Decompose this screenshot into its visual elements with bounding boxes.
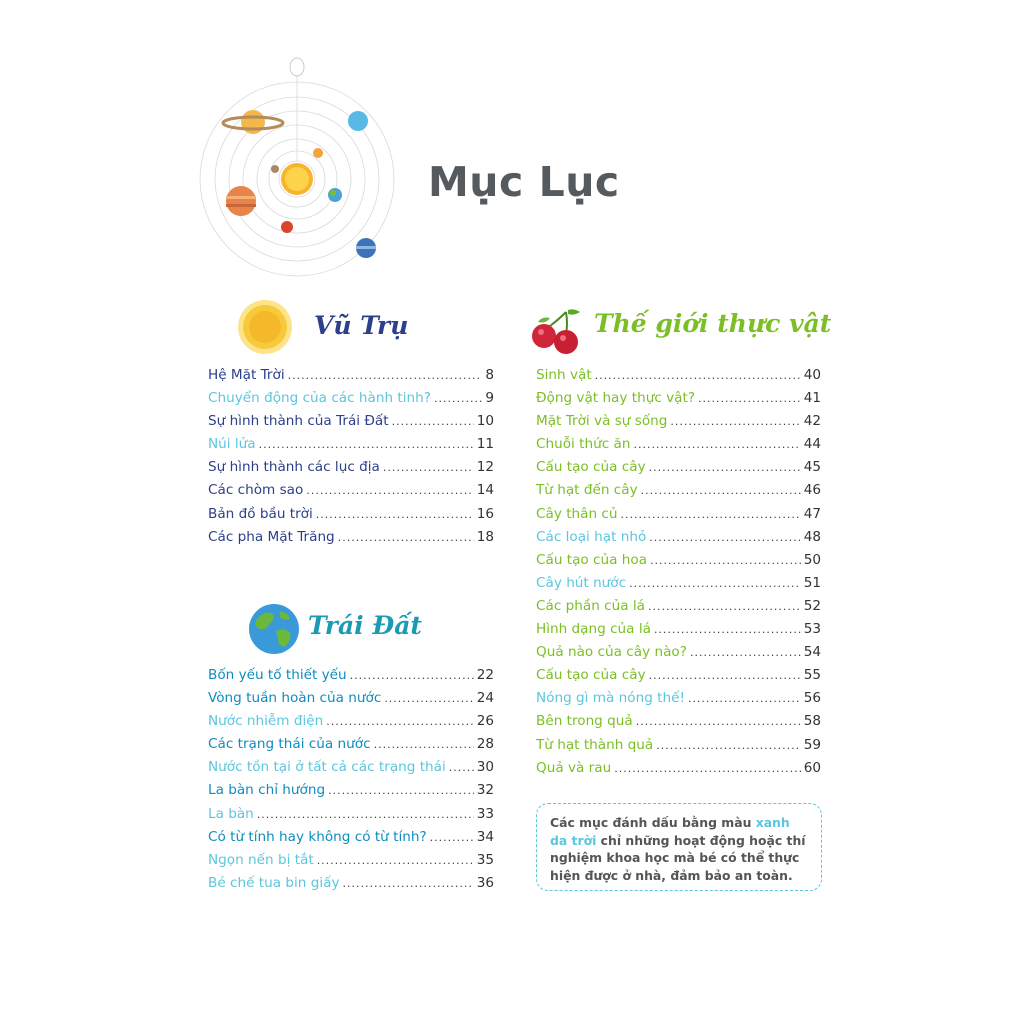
toc-item-label: Từ hạt thành quả: [536, 736, 654, 753]
toc-item-page: 45: [803, 459, 821, 476]
note-text-before: Các mục đánh dấu bằng màu: [550, 815, 756, 830]
toc-item[interactable]: [536, 482, 821, 505]
toc-item[interactable]: [536, 598, 821, 621]
dot-leader: [636, 715, 801, 728]
dot-leader: [288, 369, 483, 382]
toc-list-vu-tru: [208, 367, 494, 552]
toc-item-label: Cây thân củ: [536, 505, 618, 522]
toc-item-label: Nước nhiễm điện: [208, 713, 324, 730]
toc-item-label: Sinh vật: [536, 367, 592, 383]
toc-item-page: 9: [485, 390, 494, 407]
toc-item-page: 55: [803, 667, 821, 684]
earth-icon: [248, 603, 300, 655]
toc-item-label: Chuyển động của các hành tinh?: [208, 390, 431, 407]
toc-item[interactable]: [536, 552, 821, 575]
toc-item[interactable]: [208, 875, 494, 898]
dot-leader: [316, 508, 474, 521]
toc-item-label: Các loại hạt nhỏ: [536, 528, 647, 545]
toc-item-page: 42: [803, 413, 821, 430]
toc-item-label: Hệ Mặt Trời: [208, 367, 285, 383]
toc-item-label: Sự hình thành của Trái Đất: [208, 413, 389, 430]
toc-item-label: Sự hình thành các lục địa: [208, 459, 380, 476]
toc-item-page: 22: [476, 667, 494, 683]
toc-item-page: 40: [803, 367, 821, 383]
dot-leader: [654, 623, 801, 636]
toc-item[interactable]: [536, 644, 821, 667]
dot-leader: [384, 692, 473, 705]
toc-item-page: 30: [476, 759, 494, 776]
toc-item[interactable]: [536, 760, 821, 783]
toc-item-page: 28: [476, 736, 494, 753]
toc-item-label: La bàn: [208, 805, 254, 822]
toc-item[interactable]: [208, 413, 494, 436]
toc-item-label: Các trạng thái của nước: [208, 736, 371, 753]
dot-leader: [383, 461, 474, 474]
toc-item-page: 53: [803, 621, 821, 638]
toc-item-page: 10: [476, 413, 494, 430]
toc-item[interactable]: [536, 667, 821, 690]
toc-item[interactable]: [208, 459, 494, 482]
toc-item-page: 54: [803, 644, 821, 661]
toc-item-label: Quả và rau: [536, 759, 612, 776]
toc-item[interactable]: [536, 390, 821, 413]
section-heading-trai-dat: Trái Đất: [308, 611, 422, 640]
dot-leader: [649, 669, 801, 682]
toc-item-label: Cấu tạo của cây: [536, 459, 646, 476]
toc-item-label: Bản đồ bầu trời: [208, 505, 313, 522]
toc-item[interactable]: [208, 690, 494, 713]
dot-leader: [430, 831, 474, 844]
toc-item-page: 52: [803, 597, 821, 614]
toc-item-label: Núi lửa: [208, 436, 256, 453]
dot-leader: [688, 692, 801, 705]
toc-item-label: Bốn yếu tố thiết yếu: [208, 667, 347, 683]
toc-item-label: Có từ tính hay không có từ tính?: [208, 828, 427, 845]
toc-item-page: 32: [476, 782, 494, 799]
dot-leader: [690, 646, 801, 659]
dot-leader: [698, 392, 801, 405]
toc-list-trai-dat: [208, 667, 494, 898]
dot-leader: [656, 739, 800, 752]
toc-item-label: La bàn chỉ hướng: [208, 782, 326, 799]
toc-item[interactable]: [208, 713, 494, 736]
dot-leader: [338, 531, 474, 544]
toc-item[interactable]: [536, 529, 821, 552]
toc-item-page: 59: [803, 736, 821, 753]
dot-leader: [649, 531, 800, 544]
toc-item-label: Quả nào của cây nào?: [536, 644, 687, 661]
toc-item[interactable]: [536, 575, 821, 598]
toc-item-label: Bé chế tua bin giấy: [208, 874, 340, 891]
toc-item-page: 48: [803, 528, 821, 545]
toc-item[interactable]: [208, 367, 494, 390]
toc-item-label: Các phần của lá: [536, 597, 645, 614]
toc-item-page: 60: [803, 759, 821, 776]
dot-leader: [649, 461, 801, 474]
page-title: Mục Lục: [428, 158, 620, 206]
toc-item-page: 8: [485, 367, 494, 383]
toc-item[interactable]: [208, 667, 494, 690]
dot-leader: [629, 577, 801, 590]
toc-item[interactable]: [536, 621, 821, 644]
toc-item[interactable]: [208, 759, 494, 782]
dot-leader: [621, 508, 801, 521]
toc-item-page: 47: [803, 505, 821, 522]
toc-item[interactable]: [208, 390, 494, 413]
toc-item[interactable]: [536, 506, 821, 529]
toc-item-label: Bên trong quả: [536, 713, 633, 730]
toc-item[interactable]: [208, 829, 494, 852]
toc-item-page: 24: [476, 690, 494, 707]
toc-item[interactable]: [536, 737, 821, 760]
toc-item-label: Các pha Mặt Trăng: [208, 528, 335, 545]
toc-item[interactable]: [208, 436, 494, 459]
dot-leader: [257, 808, 474, 821]
toc-item[interactable]: [536, 459, 821, 482]
note-highlight: xanh da trời: [550, 815, 790, 848]
dot-leader: [641, 484, 801, 497]
toc-item-page: 18: [476, 528, 494, 545]
toc-item-label: Hình dạng của lá: [536, 621, 651, 638]
solar-system-illustration: [195, 55, 400, 280]
toc-item-page: 34: [476, 828, 494, 845]
toc-list-the-gioi-thuc-vat: [536, 367, 821, 783]
toc-item-label: Nước tồn tại ở tất cả các trạng thái: [208, 759, 446, 776]
toc-item-label: Từ hạt đến cây: [536, 482, 638, 499]
toc-item-label: Chuỗi thức ăn: [536, 436, 631, 453]
toc-item[interactable]: [208, 852, 494, 875]
dot-leader: [449, 761, 474, 774]
toc-item-label: Động vật hay thực vật?: [536, 390, 696, 407]
toc-item-page: 58: [803, 713, 821, 730]
toc-item-label: Nóng gì mà nóng thế!: [536, 690, 685, 707]
toc-item[interactable]: [536, 413, 821, 436]
toc-item[interactable]: [208, 736, 494, 759]
dot-leader: [374, 738, 474, 751]
toc-item-page: 56: [803, 690, 821, 707]
toc-item-page: 12: [476, 459, 494, 476]
dot-leader: [326, 715, 473, 728]
dot-leader: [317, 854, 474, 867]
dot-leader: [614, 762, 800, 775]
dot-leader: [392, 415, 474, 428]
section-heading-the-gioi-thuc-vat: Thế giới thực vật: [594, 309, 832, 338]
toc-item-page: 26: [476, 713, 494, 730]
dot-leader: [633, 438, 800, 451]
toc-item-page: 33: [476, 805, 494, 822]
toc-item-label: Cấu tạo của cây: [536, 667, 646, 684]
toc-item-page: 36: [476, 874, 494, 891]
dot-leader: [648, 600, 801, 613]
dot-leader: [434, 392, 482, 405]
toc-item[interactable]: [536, 367, 821, 390]
toc-item[interactable]: [208, 806, 494, 829]
toc-item-page: 16: [476, 505, 494, 522]
toc-item-label: Vòng tuần hoàn của nước: [208, 690, 382, 707]
toc-item[interactable]: [208, 529, 494, 552]
cherries-icon: [528, 306, 586, 356]
toc-item-label: Cấu tạo của hoa: [536, 551, 648, 568]
note-text-after: chỉ những hoạt động hoặc thí nghiệm khoa học mà bé có thể thực hiện được ở nhà, đảm bảo an toàn.: [550, 832, 806, 883]
toc-item[interactable]: [536, 690, 821, 713]
toc-item-page: 46: [803, 482, 821, 499]
toc-item[interactable]: [208, 782, 494, 805]
dot-leader: [343, 877, 474, 890]
toc-item[interactable]: [536, 436, 821, 459]
sun-icon: [236, 298, 294, 356]
toc-item-page: 51: [803, 574, 821, 591]
dot-leader: [306, 484, 473, 497]
dot-leader: [350, 669, 474, 682]
toc-item-label: Ngọn nến bị tắt: [208, 851, 314, 868]
toc-item-label: Mặt Trời và sự sống: [536, 413, 668, 430]
dot-leader: [670, 415, 800, 428]
toc-item-label: Các chòm sao: [208, 482, 304, 499]
toc-item-page: 11: [476, 436, 494, 453]
toc-item[interactable]: [208, 506, 494, 529]
toc-item[interactable]: [208, 482, 494, 505]
legend-note-box: [536, 803, 822, 891]
toc-item-page: 14: [476, 482, 494, 499]
dot-leader: [259, 438, 474, 451]
dot-leader: [595, 369, 801, 382]
toc-item-page: 50: [803, 551, 821, 568]
dot-leader: [650, 554, 801, 567]
toc-item[interactable]: [536, 713, 821, 736]
toc-item-page: 44: [803, 436, 821, 453]
toc-item-page: 35: [476, 851, 494, 868]
dot-leader: [328, 784, 474, 797]
toc-item-label: Cây hút nước: [536, 574, 627, 591]
toc-item-page: 41: [803, 390, 821, 407]
section-heading-vu-tru: Vũ Trụ: [314, 311, 409, 340]
